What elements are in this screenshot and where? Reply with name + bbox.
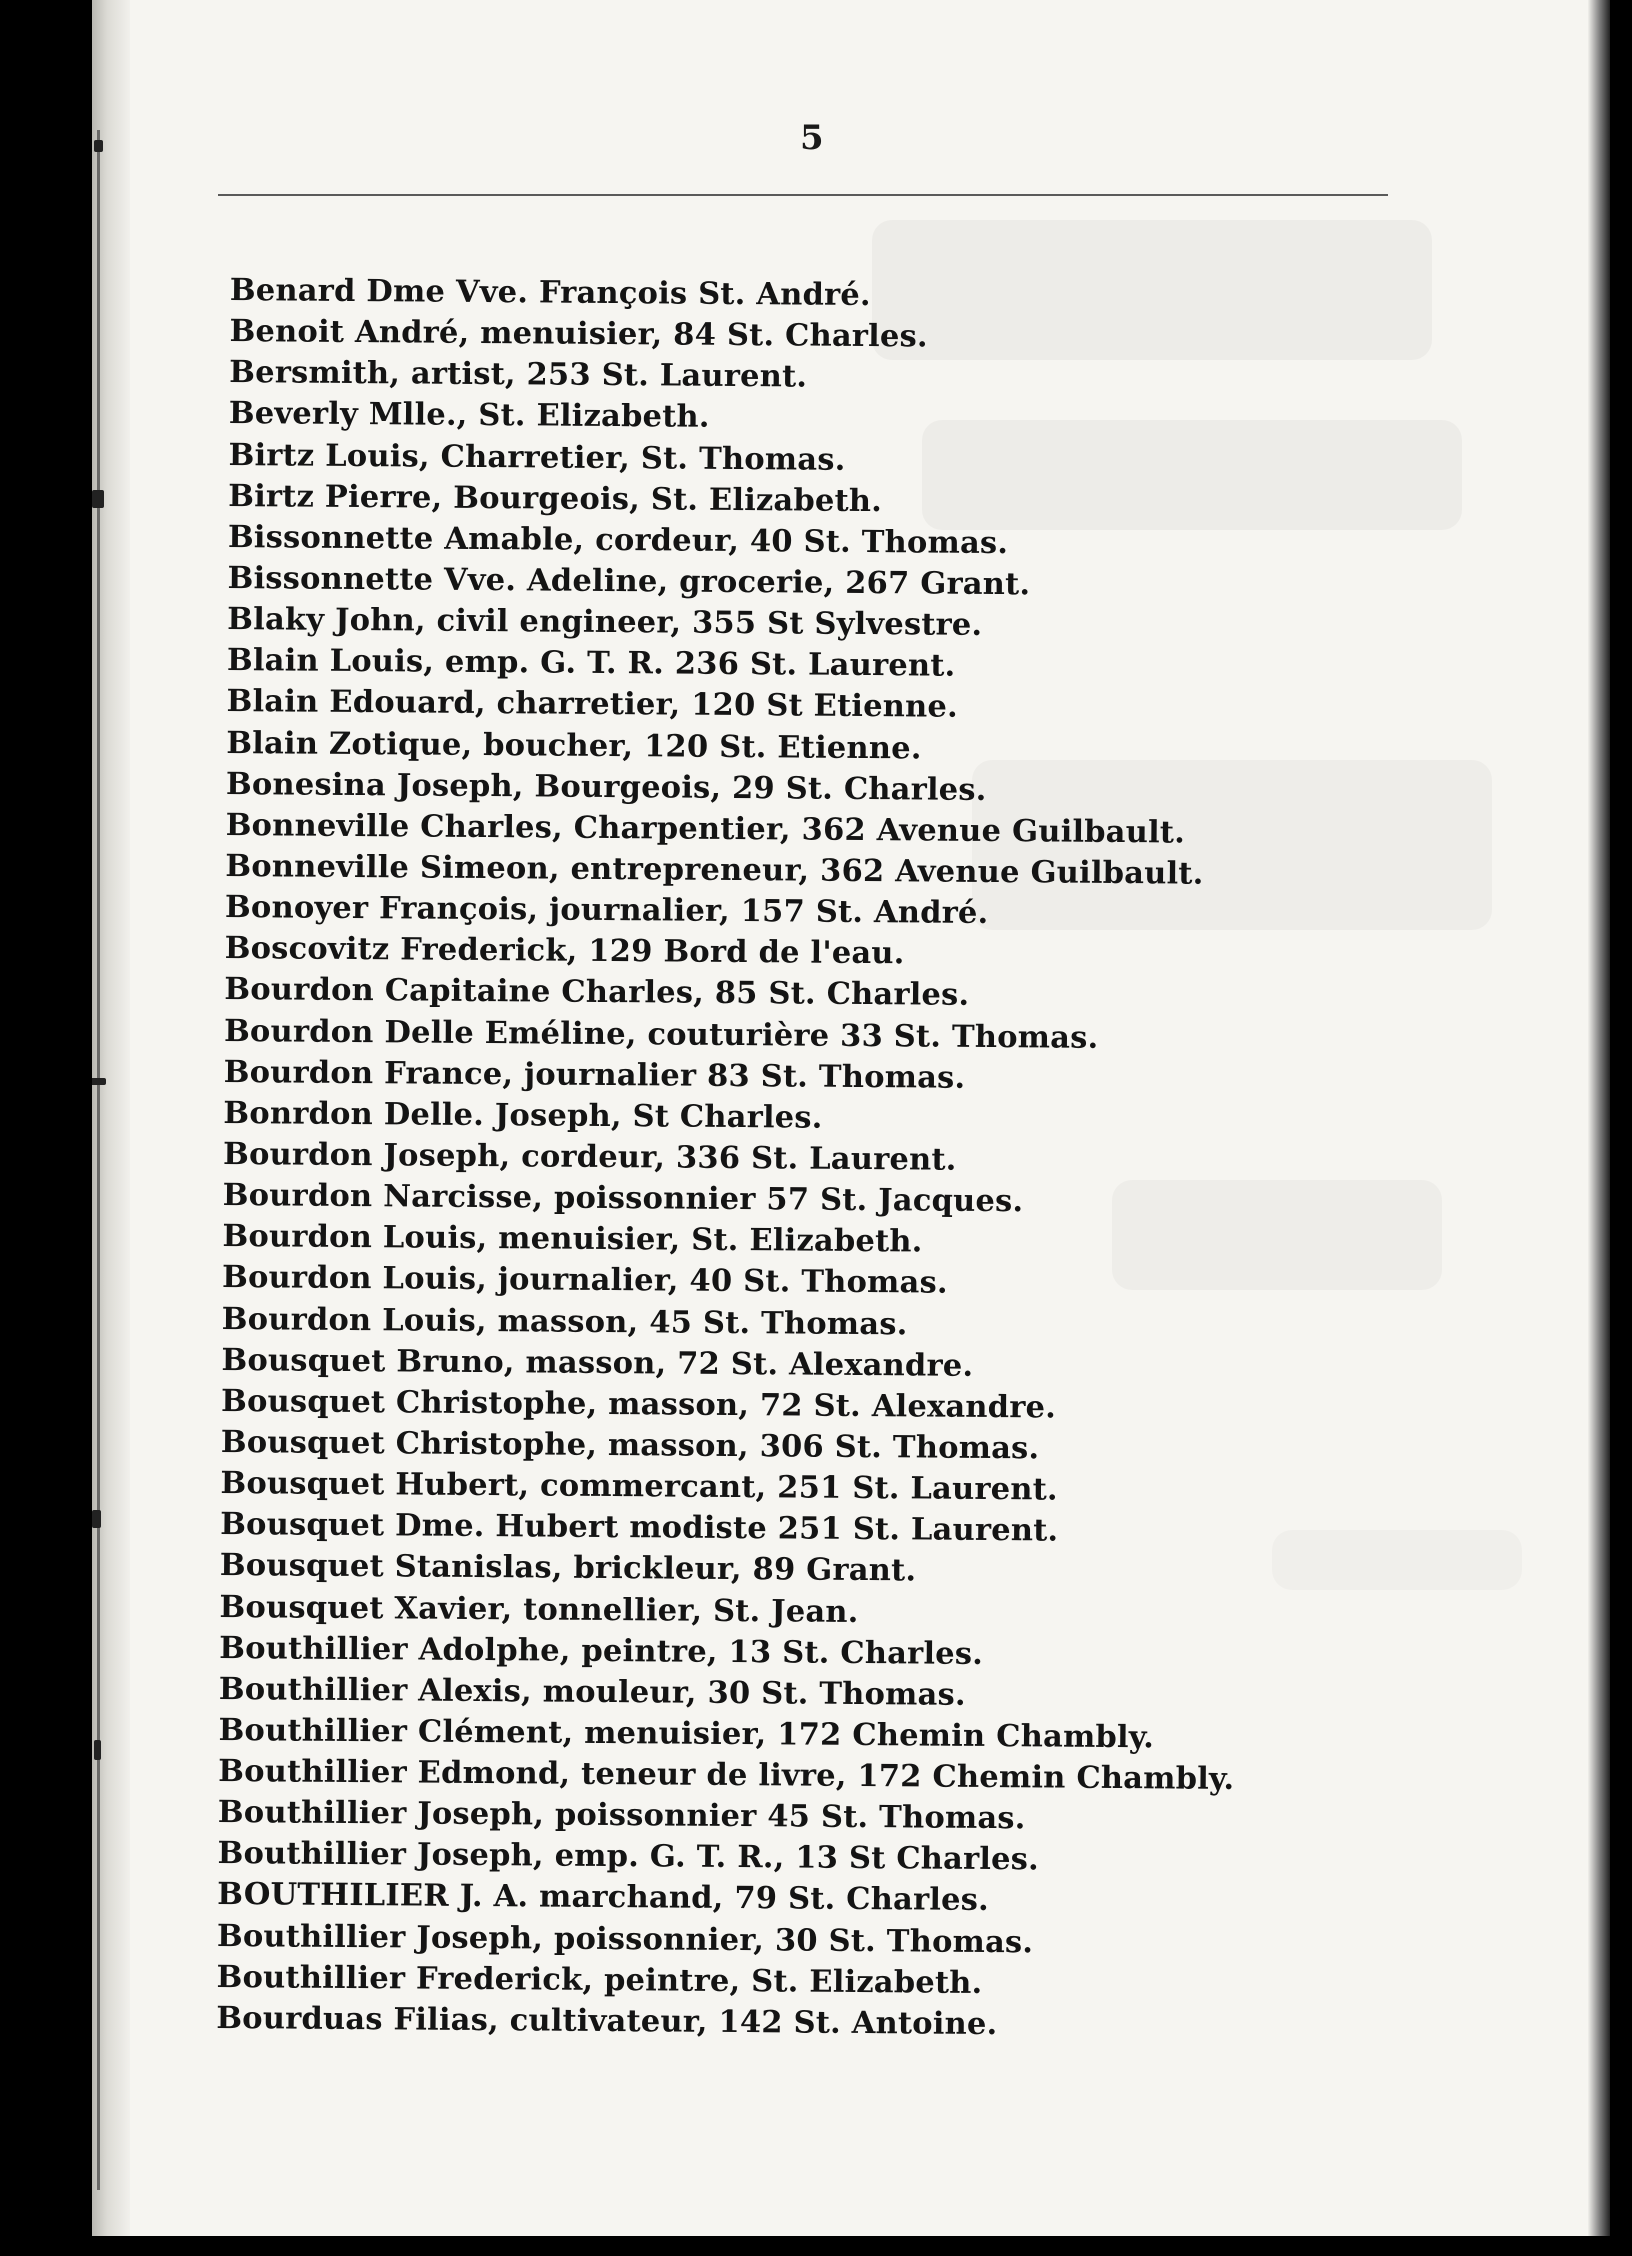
directory-entry: Beverly Mlle., St. Elizabeth. — [228, 395, 710, 436]
directory-entry: Blain Edouard, charretier, 120 St Etienne. — [226, 683, 959, 726]
directory-entry: Bousquet Bruno, masson, 72 St. Alexandre. — [221, 1341, 974, 1384]
directory-entry: Bourdon Delle Eméline, couturière 33 St. Thomas. — [223, 1012, 1099, 1056]
directory-entry: Bouthillier Clément, menuisier, 172 Chemin Chambly. — [218, 1711, 1155, 1756]
show-through-block — [1272, 1530, 1522, 1590]
directory-entry: Bourdon France, journalier 83 St. Thomas. — [223, 1053, 966, 1096]
directory-entry: Bissonnette Amable, cordeur, 40 St. Thomas. — [227, 518, 1009, 561]
directory-entry: Bersmith, artist, 253 St. Laurent. — [229, 354, 808, 395]
directory-entry: Benard Dme Vve. François St. André. — [229, 271, 871, 314]
directory-entry: Boscovitz Frederick, 129 Bord de l'eau. — [224, 930, 905, 972]
directory-entry: Bouthillier Alexis, mouleur, 30 St. Thomas. — [218, 1670, 966, 1713]
directory-entry: Bousquet Stanislas, brickleur, 89 Grant. — [219, 1547, 917, 1589]
directory-entry: Bourdon Louis, menuisier, St. Elizabeth. — [222, 1218, 923, 1260]
directory-entry: Bourduas Filias, cultivateur, 142 St. Antoine. — [216, 1999, 998, 2042]
directory-entry: Benoit André, menuisier, 84 St. Charles. — [229, 313, 928, 355]
directory-entry: Blain Zotique, boucher, 120 St. Etienne. — [226, 724, 922, 766]
header-rule — [218, 194, 1388, 196]
directory-entry: Bousquet Christophe, masson, 306 St. Thomas. — [220, 1423, 1040, 1467]
directory-entry: Bourdon Louis, journalier, 40 St. Thomas. — [221, 1259, 948, 1302]
directory-entry: Bourdon Joseph, cordeur, 336 St. Laurent. — [222, 1135, 957, 1178]
directory-entry: Bonneville Charles, Charpentier, 362 Avenue Guilbault. — [225, 806, 1186, 851]
directory-entry: Bouthillier Joseph, poissonnier 45 St. Thomas. — [217, 1794, 1026, 1837]
directory-entry: Bourdon Louis, masson, 45 St. Thomas. — [221, 1300, 908, 1342]
directory-entry: Bonneville Simeon, entrepreneur, 362 Avenue Guilbault. — [225, 847, 1204, 892]
directory-entry: Bonoyer François, journalier, 157 St. André. — [224, 889, 989, 932]
directory-entry: Bouthillier Adolphe, peintre, 13 St. Charles. — [219, 1629, 984, 1672]
directory-list — [216, 270, 1246, 2047]
directory-entry: Bouthillier Frederick, peintre, St. Elizabeth. — [216, 1958, 983, 2001]
directory-entry: Bouthillier Joseph, emp. G. T. R., 13 St Charles. — [217, 1835, 1040, 1878]
directory-entry: Bousquet Christophe, masson, 72 St. Alexandre. — [220, 1382, 1057, 1426]
directory-entry: Bourdon Narcisse, poissonnier 57 St. Jacques. — [222, 1177, 1024, 1220]
directory-entry: Bissonnette Vve. Adeline, grocerie, 267 Grant. — [227, 559, 1031, 603]
page-number: 5 — [800, 118, 824, 158]
binding-mark — [92, 490, 104, 508]
document-page — [92, 0, 1610, 2236]
page-right-edge — [1588, 0, 1610, 2236]
directory-entry: Bourdon Capitaine Charles, 85 St. Charles. — [224, 971, 970, 1014]
directory-entry: Blaky John, civil engineer, 355 St Sylvestre. — [227, 601, 983, 644]
directory-entry: Blain Louis, emp. G. T. R. 236 St. Laurent. — [226, 642, 956, 684]
directory-entry: Bousquet Dme. Hubert modiste 251 St. Laurent. — [220, 1506, 1059, 1549]
directory-entry: Bousquet Hubert, commercant, 251 St. Laurent. — [220, 1465, 1058, 1508]
directory-entry: Bonesina Joseph, Bourgeois, 29 St. Charles. — [225, 765, 987, 808]
binding-edge-line — [97, 130, 100, 2190]
directory-entry: Bonrdon Delle. Joseph, St Charles. — [223, 1094, 823, 1136]
directory-entry: Birtz Pierre, Bourgeois, St. Elizabeth. — [228, 477, 883, 519]
directory-entry: Bouthillier Edmond, teneur de livre, 172 Chemin Chambly. — [218, 1753, 1235, 1797]
directory-entry: Bouthillier Joseph, poissonnier, 30 St. Thomas. — [216, 1917, 1034, 1960]
directory-entry: Birtz Louis, Charretier, St. Thomas. — [228, 436, 846, 478]
binding-mark — [94, 1740, 101, 1760]
binding-mark — [92, 1510, 101, 1528]
directory-entry: BOUTHILIER J. A. marchand, 79 St. Charles. — [217, 1876, 990, 1919]
binding-mark — [94, 140, 103, 152]
directory-entry: Bousquet Xavier, tonnellier, St. Jean. — [219, 1588, 859, 1630]
binding-mark — [92, 1078, 106, 1085]
